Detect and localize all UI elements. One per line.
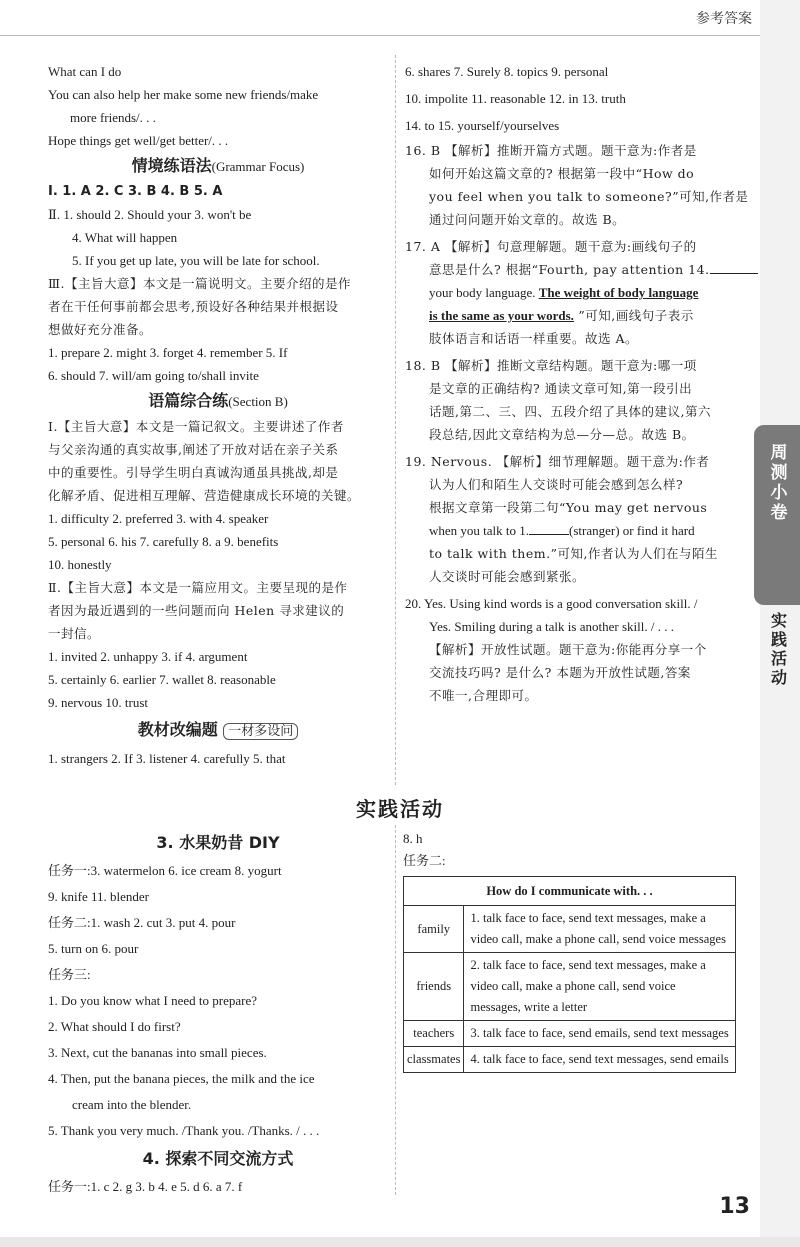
explanation-text: 交流技巧吗? 是什么? 本题为开放性试题,答案 xyxy=(429,665,691,680)
table-cell-key: teachers xyxy=(404,1021,464,1047)
explanation-text: when you talk to 1. (stranger) or find it hard xyxy=(429,523,695,538)
section-tag: 一材多设问 xyxy=(223,723,298,740)
answer-line: 9. nervous 10. trust xyxy=(48,695,149,710)
answer-line: 6. shares 7. Surely 8. topics 9. personal xyxy=(405,64,609,79)
table-cell-key: classmates xyxy=(404,1047,464,1073)
explanation-text: 根据文章第一段第二句“You may get nervous xyxy=(429,500,708,515)
answer-line: 5. If you get up late, you will be late for school. xyxy=(72,253,320,268)
practice-left xyxy=(48,828,388,1200)
answer-line: more friends/. . . xyxy=(70,110,156,125)
side-tab-weekly-test[interactable] xyxy=(754,425,800,605)
practice-title: 实践活动 xyxy=(356,797,444,821)
explanation-text: 通过问问题开始文章的。故选 B。 xyxy=(429,212,626,227)
main-idea-text: 想做好充分准备。 xyxy=(48,322,153,337)
answer-line: 1. invited 2. unhappy 3. if 4. argument xyxy=(48,649,248,664)
answer-line: 4. What will happen xyxy=(72,230,178,245)
explanation-text: is the same as your words. ”可知,画线句子表示 xyxy=(429,308,694,323)
communication-table xyxy=(403,876,736,1073)
task-line: 9. knife 11. blender xyxy=(48,889,149,904)
section-title-grammar: 情境练语法(Grammar Focus) xyxy=(131,156,305,175)
table-row xyxy=(404,953,736,1021)
answer-line: 5. certainly 6. earlier 7. wallet 8. reasonable xyxy=(48,672,276,687)
main-idea-text: Ⅰ.【主旨大意】本文是一篇记叙文。主要讲述了作者 xyxy=(48,419,344,434)
left-column xyxy=(48,60,388,770)
explanation-text: 意思是什么? 根据“Fourth, pay attention 14. xyxy=(405,258,740,281)
answer-line: You can also help her make some new friends/make xyxy=(48,87,319,102)
answer-line: 6. should 7. will/am going to/shall invite xyxy=(48,368,259,383)
activity-title-4: 4. 探索不同交流方式 xyxy=(142,1149,294,1168)
main-idea-text: 中的重要性。引导学生明白真诚沟通虽具挑战,却是 xyxy=(48,465,339,480)
explanation-text: 17. A 【解析】句意理解题。题干意为:画线句子的 xyxy=(405,239,697,254)
explanation-text: 16. B 【解析】推断开篇方式题。题干意为:作者是 xyxy=(405,143,697,158)
main-idea-text: Ⅱ.【主旨大意】本文是一篇应用文。主要呈现的是作 xyxy=(48,580,348,595)
explanation-text: 不唯一,合理即可。 xyxy=(429,688,538,703)
column-divider-lower xyxy=(395,825,396,1195)
explanation-text: 【解析】开放性试题。题干意为:你能再分享一个 xyxy=(429,642,707,657)
explanation-text: 段总结,因此文章结构为总—分—总。故选 B。 xyxy=(429,427,695,442)
section-title-textbook: 教材改编题 一材多设问 xyxy=(48,718,388,743)
task-line: 任务一:3. watermelon 6. ice cream 8. yogurt xyxy=(48,863,282,878)
main-idea-text: Ⅲ.【主旨大意】本文是一篇说明文。主要介绍的是作 xyxy=(48,276,352,291)
explanation-text: to talk with them.”可知,作者认为人们在与陌生 xyxy=(429,546,718,561)
table-cell-value: 3. talk face to face, send emails, send text messages xyxy=(464,1021,736,1047)
explanation-text: you feel when you talk to someone?”可知,作者是 xyxy=(429,189,749,204)
right-column xyxy=(405,60,749,707)
table-cell-value: 2. talk face to face, send text messages, make a video call, make a phone call, send voice messages, write a letter xyxy=(464,953,736,1021)
side-tab-practice[interactable] xyxy=(762,612,794,688)
main-idea-text: 者在干任何事前都会思考,预设好各种结果并根据设 xyxy=(48,299,339,314)
explanation-text: your body language. The weight of body language xyxy=(429,285,699,300)
answer-line: Yes. Smiling during a talk is another skill. / . . . xyxy=(429,619,674,634)
table-header: How do I communicate with. . . xyxy=(404,877,736,906)
main-idea-text: 化解矛盾、促进相互理解、营造健康成长环境的关键。 xyxy=(48,488,361,503)
table-row xyxy=(404,906,736,953)
task-line: 5. Thank you very much. /Thank you. /Thanks. / . . . xyxy=(48,1123,320,1138)
answer-line: Ⅰ. 1. A 2. C 3. B 4. B 5. A xyxy=(48,184,223,199)
task-line: 任务二: xyxy=(403,853,446,868)
task-line: 任务三: xyxy=(48,967,91,982)
task-line: 4. Then, put the banana pieces, the milk and the ice xyxy=(48,1071,315,1086)
table-row xyxy=(404,1047,736,1073)
table-cell-value: 4. talk face to face, send text messages, send emails xyxy=(464,1047,736,1073)
answer-line: 5. personal 6. his 7. carefully 8. a 9. benefits xyxy=(48,534,279,549)
side-tab-label: 实践活动 xyxy=(768,612,788,688)
explanation-text: 肢体语言和话语一样重要。故选 A。 xyxy=(429,331,639,346)
task-line: 5. turn on 6. pour xyxy=(48,941,139,956)
explanation-text: 人交谈时可能会感到紧张。 xyxy=(429,569,586,584)
task-line: 任务二:1. wash 2. cut 3. put 4. pour xyxy=(48,915,236,930)
explanation-text: 19. Nervous. 【解析】细节理解题。题干意为:作者 xyxy=(405,454,710,469)
explanation-text: 18. B 【解析】推断文章结构题。题干意为:哪一项 xyxy=(405,358,697,373)
main-idea-text: 一封信。 xyxy=(48,626,101,641)
task-line: 1. Do you know what I need to prepare? xyxy=(48,993,258,1008)
task-line: 8. h xyxy=(403,831,423,846)
table-cell-key: family xyxy=(404,906,464,953)
main-idea-text: 与父亲沟通的真实故事,阐述了开放对话在亲子关系 xyxy=(48,442,339,457)
explanation-text: 话题,第二、三、四、五段介绍了具体的建议,第六 xyxy=(429,404,711,419)
explanation-text: 如何开始这篇文章的? 根据第一段中“How do xyxy=(429,166,695,181)
answer-line: 1. strangers 2. If 3. listener 4. carefully 5. that xyxy=(48,751,286,766)
main-idea-text: 者因为最近遇到的一些问题而向 Helen 寻求建议的 xyxy=(48,603,345,618)
page-number: 13 xyxy=(719,1194,750,1219)
table-cell-key: friends xyxy=(404,953,464,1021)
explanation-text: 是文章的正确结构? 通读文章可知,第一段引出 xyxy=(429,381,693,396)
header-rule xyxy=(0,35,760,36)
header-title: 参考答案 xyxy=(696,11,752,27)
task-line: cream into the blender. xyxy=(72,1097,192,1112)
table-row xyxy=(404,1021,736,1047)
answer-line: Hope things get well/get better/. . . xyxy=(48,133,229,148)
answer-line: 1. difficulty 2. preferred 3. with 4. speaker xyxy=(48,511,269,526)
answer-line: 10. honestly xyxy=(48,557,112,572)
answer-line: Ⅱ. 1. should 2. Should your 3. won't be xyxy=(48,207,252,222)
answer-line: 1. prepare 2. might 3. forget 4. remember 5. If xyxy=(48,345,288,360)
section-title-reading: 语篇综合练(Section B) xyxy=(148,391,288,410)
table-cell-value: 1. talk face to face, send text messages, make a video call, make a phone call, send voice messages xyxy=(464,906,736,953)
page-bottom-edge xyxy=(0,1237,800,1247)
answer-line: 10. impolite 11. reasonable 12. in 13. truth xyxy=(405,91,626,106)
side-tab-label: 周测小卷 xyxy=(766,443,787,523)
answer-line: What can I do xyxy=(48,64,122,79)
task-line: 3. Next, cut the bananas into small pieces. xyxy=(48,1045,267,1060)
explanation-text: 认为人们和陌生人交谈时可能会感到怎么样? xyxy=(429,477,684,492)
activity-title-3: 3. 水果奶昔 DIY xyxy=(156,833,280,852)
practice-right xyxy=(403,828,743,1073)
answer-line: 20. Yes. Using kind words is a good conversation skill. / xyxy=(405,596,698,611)
answer-line: 14. to 15. yourself/yourselves xyxy=(405,118,560,133)
task-line: 任务一:1. c 2. g 3. b 4. e 5. d 6. a 7. f xyxy=(48,1179,243,1194)
task-line: 2. What should I do first? xyxy=(48,1019,181,1034)
column-divider xyxy=(395,55,396,785)
